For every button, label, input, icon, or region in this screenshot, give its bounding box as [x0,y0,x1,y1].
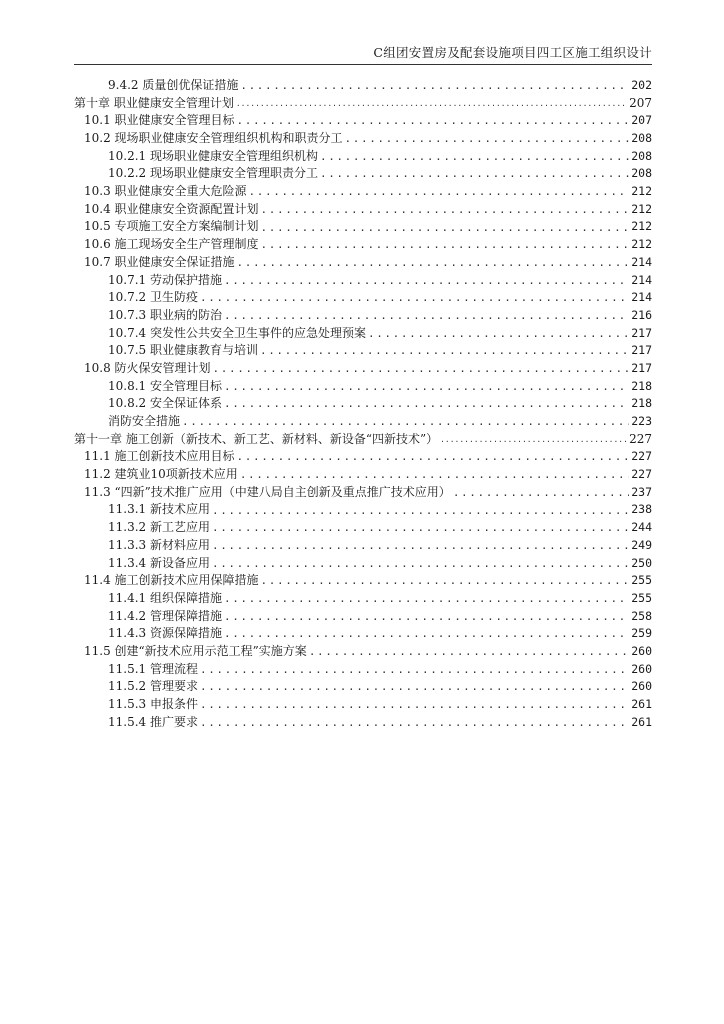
toc-entry-page-number: 261 [631,697,652,712]
toc-entry[interactable] [74,502,652,520]
toc-entry-title: 10.8.1 安全管理目标 [108,378,222,393]
toc-dot-leader [224,395,629,413]
toc-entry[interactable] [74,466,652,484]
toc-entry-page-number: 208 [631,148,652,163]
toc-dot-leader [182,413,629,431]
toc-entry[interactable] [74,590,652,608]
toc-entry-page-number: 261 [631,714,652,729]
toc-dot-leader [212,519,629,537]
toc-entry-page-number: 255 [631,573,652,588]
toc-entry[interactable] [74,360,652,378]
toc-entry-title: 10.7.4 突发性公共安全卫生事件的应急处理预案 [108,325,366,340]
toc-dot-leader [224,378,629,396]
toc-dot-leader [200,696,629,714]
toc-entry-page-number: 249 [631,537,652,552]
document-title: C组团安置房及配套设施项目四工区施工组织设计 [373,45,652,60]
toc-entry[interactable] [74,112,652,130]
toc-dot-leader [320,148,629,166]
toc-entry-title: 10.2.2 现场职业健康安全管理职责分工 [108,166,318,181]
toc-dot-leader [212,555,629,573]
toc-dot-leader [224,608,629,626]
toc-dot-leader [200,678,629,696]
toc-dot-leader [224,272,629,290]
toc-dot-leader [237,112,630,130]
toc-dot-leader [212,502,629,520]
toc-entry[interactable] [74,608,652,626]
toc-entry[interactable] [74,183,652,201]
toc-entry-page-number: 244 [631,520,652,535]
toc-entry-title: 9.4.2 质量创优保证措施 [108,77,239,92]
toc-entry[interactable] [74,413,652,431]
toc-entry-page-number: 250 [631,555,652,570]
toc-entry[interactable] [74,555,652,573]
toc-entry-page-number: 260 [631,679,652,694]
toc-entry-page-number: 214 [631,272,652,287]
toc-dot-leader [440,431,627,449]
toc-entry[interactable] [74,537,652,555]
toc-entry[interactable] [74,201,652,219]
toc-entry-page-number: 237 [631,484,652,499]
toc-entry-page-number: 212 [631,201,652,216]
toc-entry-page-number: 216 [631,307,652,322]
toc-entry-page-number: 217 [631,343,652,358]
toc-dot-leader [237,254,630,272]
toc-entry-title: 10.2 现场职业健康安全管理组织机构和职责分工 [84,131,343,146]
toc-dot-leader [224,590,629,608]
toc-entry-page-number: 212 [631,219,652,234]
toc-entry-page-number: 227 [629,431,652,446]
toc-entry-title: 11.3.3 新材料应用 [108,537,210,552]
toc-entry-title: 10.7.2 卫生防疫 [108,290,198,305]
toc-entry[interactable] [74,130,652,148]
toc-entry-title: 11.4.2 管理保障措施 [108,608,222,623]
toc-entry-title: 11.3.1 新技术应用 [108,502,210,517]
toc-entry[interactable] [74,342,652,360]
toc-dot-leader [200,289,629,307]
table-of-contents [74,77,652,731]
toc-dot-leader [368,325,629,343]
toc-entry[interactable] [74,696,652,714]
toc-dot-leader [249,183,630,201]
toc-entry[interactable] [74,289,652,307]
toc-chapter-entry[interactable] [74,431,652,449]
toc-entry-title: 10.5 专项施工安全方案编制计划 [84,219,259,234]
toc-entry-title: 10.7.5 职业健康教育与培训 [108,343,258,358]
toc-dot-leader [237,448,630,466]
toc-dot-leader [261,219,630,237]
toc-entry-title: 10.6 施工现场安全生产管理制度 [84,237,259,252]
toc-entry-title: 11.5.1 管理流程 [108,661,198,676]
toc-entry[interactable] [74,254,652,272]
toc-entry[interactable] [74,448,652,466]
toc-entry-title: 11.3 “四新”技术推广应用（中建八局自主创新及重点推广技术应用） [84,484,451,499]
toc-entry[interactable] [74,236,652,254]
toc-entry-page-number: 207 [631,113,652,128]
toc-entry-page-number: 208 [631,131,652,146]
toc-entry-page-number: 259 [631,626,652,641]
toc-dot-leader [345,130,630,148]
toc-entry[interactable] [74,219,652,237]
toc-entry[interactable] [74,325,652,343]
toc-dot-leader [212,537,629,555]
toc-entry-page-number: 202 [631,77,652,92]
toc-entry[interactable] [74,307,652,325]
toc-entry-title: 11.3.4 新设备应用 [108,555,210,570]
toc-dot-leader [200,661,629,679]
toc-entry-page-number: 217 [631,360,652,375]
toc-entry[interactable] [74,484,652,502]
toc-entry-title: 10.7 职业健康安全保证措施 [84,254,235,269]
toc-entry-page-number: 227 [631,449,652,464]
toc-entry[interactable] [74,643,652,661]
toc-entry-title: 第十一章 施工创新（新技术、新工艺、新材料、新设备“四新技术”） [74,431,439,446]
toc-dot-leader [261,572,630,590]
toc-entry-page-number: 212 [631,237,652,252]
toc-entry[interactable] [74,272,652,290]
toc-entry-title: 10.2.1 现场职业健康安全管理组织机构 [108,148,318,163]
toc-entry[interactable] [74,378,652,396]
toc-entry-page-number: 227 [631,467,652,482]
toc-entry-title: 11.4.3 资源保障措施 [108,626,222,641]
page-header [74,44,652,65]
toc-entry-page-number: 214 [631,290,652,305]
toc-dot-leader [240,466,629,484]
toc-entry-title: 11.5 创建“新技术应用示范工程”实施方案 [84,643,307,658]
toc-entry-page-number: 207 [629,95,652,110]
toc-entry-title: 11.5.2 管理要求 [108,679,198,694]
toc-entry-page-number: 238 [631,502,652,517]
toc-dot-leader [261,201,630,219]
toc-entry-title: 消防安全措施 [108,414,181,429]
toc-entry[interactable] [74,572,652,590]
toc-dot-leader [453,484,629,502]
toc-entry[interactable] [74,519,652,537]
toc-dot-leader [261,236,630,254]
toc-entry-page-number: 258 [631,608,652,623]
toc-dot-leader [320,165,629,183]
toc-dot-leader [309,643,629,661]
toc-entry[interactable] [74,148,652,166]
toc-entry-page-number: 214 [631,254,652,269]
toc-entry-page-number: 260 [631,643,652,658]
toc-entry-title: 10.8 防火保安管理计划 [84,360,211,375]
toc-entry-page-number: 218 [631,396,652,411]
toc-dot-leader [224,307,629,325]
toc-entry[interactable] [74,714,652,732]
toc-dot-leader [240,77,629,95]
toc-entry-page-number: 217 [631,325,652,340]
toc-entry[interactable] [74,77,652,95]
toc-entry-title: 10.7.3 职业病的防治 [108,307,222,322]
toc-entry-page-number: 255 [631,590,652,605]
toc-chapter-entry[interactable] [74,95,652,113]
toc-entry-title: 11.4 施工创新技术应用保障措施 [84,573,259,588]
toc-entry-page-number: 212 [631,184,652,199]
toc-entry[interactable] [74,625,652,643]
toc-entry[interactable] [74,661,652,679]
toc-entry-title: 10.3 职业健康安全重大危险源 [84,184,247,199]
toc-entry-title: 11.1 施工创新技术应用目标 [84,449,235,464]
toc-entry-title: 11.5.4 推广要求 [108,714,198,729]
toc-entry-title: 10.4 职业健康安全资源配置计划 [84,201,259,216]
toc-entry[interactable] [74,165,652,183]
toc-entry[interactable] [74,678,652,696]
toc-entry-title: 11.3.2 新工艺应用 [108,520,210,535]
toc-dot-leader [224,625,629,643]
toc-dot-leader [200,714,629,732]
toc-entry-title: 10.1 职业健康安全管理目标 [84,113,235,128]
toc-entry-page-number: 223 [631,414,652,429]
toc-entry-page-number: 260 [631,661,652,676]
toc-dot-leader [260,342,629,360]
toc-entry-title: 11.5.3 申报条件 [108,697,198,712]
toc-entry-title: 10.8.2 安全保证体系 [108,396,222,411]
toc-entry[interactable] [74,395,652,413]
toc-dot-leader [213,360,630,378]
toc-entry-page-number: 218 [631,378,652,393]
toc-entry-title: 11.4.1 组织保障措施 [108,590,222,605]
toc-entry-title: 11.2 建筑业10项新技术应用 [84,467,238,482]
toc-entry-title: 第十章 职业健康安全管理计划 [74,95,234,110]
toc-entry-page-number: 208 [631,166,652,181]
toc-dot-leader [236,95,627,113]
toc-entry-title: 10.7.1 劳动保护措施 [108,272,222,287]
